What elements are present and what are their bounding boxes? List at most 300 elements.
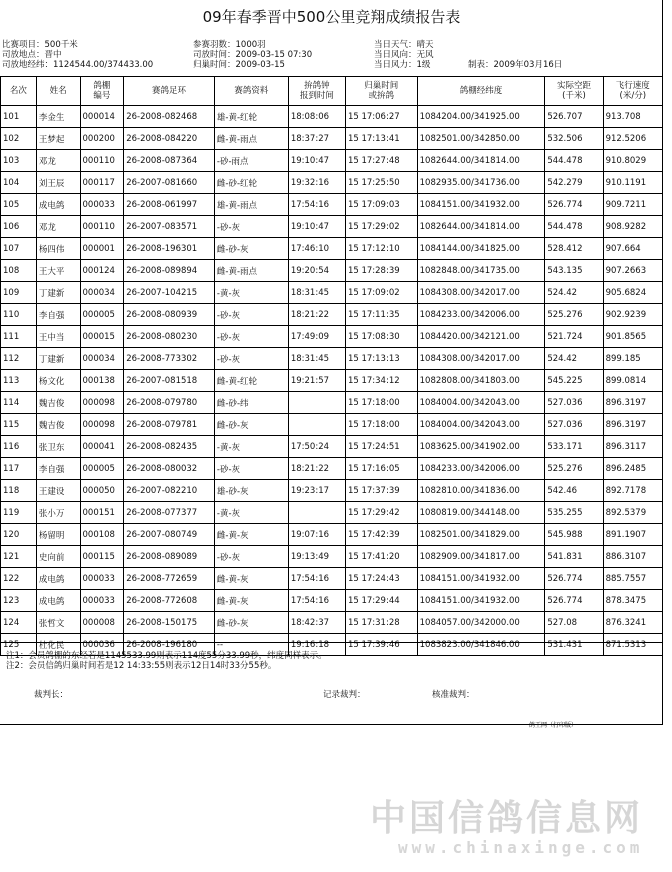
table-cell: 528.412 bbox=[545, 238, 603, 260]
table-cell: 15 17:29:44 bbox=[345, 590, 417, 612]
table-cell: 17:49:09 bbox=[288, 326, 345, 348]
table-cell: -砂-灰 bbox=[214, 216, 288, 238]
table-cell: 896.3197 bbox=[603, 392, 662, 414]
table-cell: 26-2007-081660 bbox=[124, 172, 215, 194]
table-cell: 000033 bbox=[80, 568, 124, 590]
table-cell: 121 bbox=[1, 546, 37, 568]
table-cell: 000001 bbox=[80, 238, 124, 260]
table-cell: 116 bbox=[1, 436, 37, 458]
table-cell: 000200 bbox=[80, 128, 124, 150]
table-cell: 杨四伟 bbox=[36, 238, 80, 260]
table-cell: 527.08 bbox=[545, 612, 603, 634]
table-cell: 886.3107 bbox=[603, 546, 662, 568]
table-cell: -- bbox=[214, 634, 288, 656]
table-cell: 000033 bbox=[80, 194, 124, 216]
column-header: 赛鸽足环 bbox=[124, 77, 215, 106]
table-cell: 543.135 bbox=[545, 260, 603, 282]
table-cell: 19:13:49 bbox=[288, 546, 345, 568]
table-cell: 15 17:37:39 bbox=[345, 480, 417, 502]
table-cell: 魏吉俊 bbox=[36, 414, 80, 436]
table-cell: 19:10:47 bbox=[288, 216, 345, 238]
table-cell: 26-2008-089089 bbox=[124, 546, 215, 568]
table-cell: 17:50:24 bbox=[288, 436, 345, 458]
race-info-middle bbox=[193, 40, 312, 70]
table-cell: 18:21:22 bbox=[288, 458, 345, 480]
table-cell: 1083625.00/341902.00 bbox=[417, 436, 545, 458]
table-cell: 18:31:45 bbox=[288, 348, 345, 370]
table-cell: 雌-黄-红轮 bbox=[214, 370, 288, 392]
table-cell: 1080819.00/344148.00 bbox=[417, 502, 545, 524]
table-cell: 15 17:41:20 bbox=[345, 546, 417, 568]
table-cell: 李金生 bbox=[36, 106, 80, 128]
table-cell: 杨留明 bbox=[36, 524, 80, 546]
table-cell: -砂-灰 bbox=[214, 458, 288, 480]
watermark-logo-text: 中国信鸽信息网 bbox=[370, 798, 644, 839]
table-row bbox=[1, 216, 663, 238]
table-cell: 1084308.00/342017.00 bbox=[417, 348, 545, 370]
table-cell: 117 bbox=[1, 458, 37, 480]
table-cell: 910.1191 bbox=[603, 172, 662, 194]
table-cell: 1084004.00/342043.00 bbox=[417, 392, 545, 414]
release-location: 司放地点：晋中 bbox=[2, 50, 62, 60]
table-cell: 1082909.00/341817.00 bbox=[417, 546, 545, 568]
table-cell: 115 bbox=[1, 414, 37, 436]
table-cell: 15 17:31:28 bbox=[345, 612, 417, 634]
table-row bbox=[1, 282, 663, 304]
table-cell: 112 bbox=[1, 348, 37, 370]
table-cell: 成电鸽 bbox=[36, 568, 80, 590]
table-cell: 雌-黄-灰 bbox=[214, 590, 288, 612]
table-cell: 18:42:37 bbox=[288, 612, 345, 634]
table-cell: 000050 bbox=[80, 480, 124, 502]
table-cell: 1084151.00/341932.00 bbox=[417, 194, 545, 216]
table-cell: 103 bbox=[1, 150, 37, 172]
table-header-row bbox=[1, 77, 663, 106]
table-cell: 000108 bbox=[80, 524, 124, 546]
table-cell: 000008 bbox=[80, 612, 124, 634]
table-row bbox=[1, 260, 663, 282]
table-cell bbox=[288, 414, 345, 436]
table-row bbox=[1, 524, 663, 546]
table-cell: 885.7557 bbox=[603, 568, 662, 590]
table-row bbox=[1, 150, 663, 172]
table-cell: 000151 bbox=[80, 502, 124, 524]
table-cell: 545.225 bbox=[545, 370, 603, 392]
table-row bbox=[1, 172, 663, 194]
record-referee-label: 记录裁判： bbox=[323, 690, 366, 700]
table-cell: 526.774 bbox=[545, 194, 603, 216]
table-cell: 17:54:16 bbox=[288, 194, 345, 216]
approval-referee-label: 核准裁判： bbox=[432, 690, 475, 700]
table-cell: 26-2007-083571 bbox=[124, 216, 215, 238]
table-cell: 26-2008-080230 bbox=[124, 326, 215, 348]
table-cell: 104 bbox=[1, 172, 37, 194]
table-cell: 524.42 bbox=[545, 348, 603, 370]
table-cell: 雌-黄-雨点 bbox=[214, 128, 288, 150]
chief-referee-label: 裁判长： bbox=[34, 690, 69, 700]
table-row bbox=[1, 238, 663, 260]
table-cell: 000005 bbox=[80, 458, 124, 480]
table-cell: 000138 bbox=[80, 370, 124, 392]
table-cell: 1083823.00/341846.00 bbox=[417, 634, 545, 656]
table-cell: 114 bbox=[1, 392, 37, 414]
table-cell: 899.0814 bbox=[603, 370, 662, 392]
table-cell: 000033 bbox=[80, 590, 124, 612]
table-cell: 17:46:10 bbox=[288, 238, 345, 260]
table-cell: 1084204.00/341925.00 bbox=[417, 106, 545, 128]
table-cell: 张小万 bbox=[36, 502, 80, 524]
table-cell: 26-2007-104215 bbox=[124, 282, 215, 304]
table-cell: 1084420.00/342121.00 bbox=[417, 326, 545, 348]
table-body bbox=[1, 106, 663, 656]
table-cell: 124 bbox=[1, 612, 37, 634]
table-cell: 119 bbox=[1, 502, 37, 524]
column-header: 归巢时间 或拚鸽 bbox=[345, 77, 417, 106]
table-cell: 19:16:18 bbox=[288, 634, 345, 656]
table-cell: -砂-灰 bbox=[214, 326, 288, 348]
table-cell: 908.9282 bbox=[603, 216, 662, 238]
table-cell: 15 17:39:46 bbox=[345, 634, 417, 656]
table-cell: 杜化民 bbox=[36, 634, 80, 656]
table-cell: 000014 bbox=[80, 106, 124, 128]
release-coordinates: 司放地经纬：1124544.00/374433.00 bbox=[2, 60, 154, 70]
table-cell: 910.8029 bbox=[603, 150, 662, 172]
table-cell: 000098 bbox=[80, 414, 124, 436]
table-cell: 15 17:13:13 bbox=[345, 348, 417, 370]
table-cell: 1084004.00/342043.00 bbox=[417, 414, 545, 436]
table-cell: 524.42 bbox=[545, 282, 603, 304]
table-cell: 15 17:29:02 bbox=[345, 216, 417, 238]
table-cell: 907.664 bbox=[603, 238, 662, 260]
table-cell: 史向前 bbox=[36, 546, 80, 568]
release-time: 司放时间：2009-03-15 07:30 bbox=[193, 50, 313, 60]
table-cell: 527.036 bbox=[545, 392, 603, 414]
table-cell: 1084233.00/342006.00 bbox=[417, 458, 545, 480]
table-cell: 李自强 bbox=[36, 304, 80, 326]
table-cell: 1082848.00/341735.00 bbox=[417, 260, 545, 282]
table-cell: 122 bbox=[1, 568, 37, 590]
table-cell: 18:31:45 bbox=[288, 282, 345, 304]
table-cell: 1084233.00/342006.00 bbox=[417, 304, 545, 326]
table-cell: 19:20:54 bbox=[288, 260, 345, 282]
report-title: 09年春季晋中500公里竞翔成绩报告表 bbox=[202, 8, 461, 26]
table-cell: 26-2007-082210 bbox=[124, 480, 215, 502]
table-cell: 15 17:16:05 bbox=[345, 458, 417, 480]
table-row bbox=[1, 128, 663, 150]
table-cell: 26-2008-077377 bbox=[124, 502, 215, 524]
table-cell: 876.3241 bbox=[603, 612, 662, 634]
table-cell: 雄-砂-灰 bbox=[214, 480, 288, 502]
table-row bbox=[1, 546, 663, 568]
table-cell: 891.1907 bbox=[603, 524, 662, 546]
table-cell: 15 17:28:39 bbox=[345, 260, 417, 282]
table-cell: 王大平 bbox=[36, 260, 80, 282]
table-cell: 15 17:11:35 bbox=[345, 304, 417, 326]
table-row bbox=[1, 194, 663, 216]
table-cell: 1082501.00/342850.00 bbox=[417, 128, 545, 150]
table-cell: -砂-灰 bbox=[214, 546, 288, 568]
table-cell: 17:54:16 bbox=[288, 568, 345, 590]
table-cell: 19:07:16 bbox=[288, 524, 345, 546]
table-cell bbox=[288, 502, 345, 524]
table-cell: 526.774 bbox=[545, 568, 603, 590]
table-cell: 878.3475 bbox=[603, 590, 662, 612]
table-cell: 26-2008-089894 bbox=[124, 260, 215, 282]
table-cell: 刘王辰 bbox=[36, 172, 80, 194]
table-cell: 000034 bbox=[80, 282, 124, 304]
table-cell: 1082644.00/341814.00 bbox=[417, 150, 545, 172]
table-row bbox=[1, 304, 663, 326]
table-cell: 542.46 bbox=[545, 480, 603, 502]
table-cell: 000110 bbox=[80, 150, 124, 172]
table-cell: 1082810.00/341836.00 bbox=[417, 480, 545, 502]
race-info-left bbox=[2, 40, 153, 70]
table-cell: 雌-砂-灰 bbox=[214, 414, 288, 436]
table-cell: 26-2007-081518 bbox=[124, 370, 215, 392]
table-cell: 丁建新 bbox=[36, 282, 80, 304]
table-row bbox=[1, 612, 663, 634]
table-cell: -黄-灰 bbox=[214, 282, 288, 304]
table-cell: 26-2008-773302 bbox=[124, 348, 215, 370]
table-cell: 26-2008-080939 bbox=[124, 304, 215, 326]
note-1: 注1：会员鸽棚的东经若是1145533.99则表示114度55分33.99秒，纬度同样表示。 bbox=[6, 651, 327, 661]
table-cell: 15 17:18:00 bbox=[345, 414, 417, 436]
table-cell: 雌-砂-纬 bbox=[214, 392, 288, 414]
table-cell: 1082808.00/341803.00 bbox=[417, 370, 545, 392]
table-cell: 26-2008-772608 bbox=[124, 590, 215, 612]
table-cell: 913.708 bbox=[603, 106, 662, 128]
table-cell: 15 17:13:41 bbox=[345, 128, 417, 150]
table-cell: 000110 bbox=[80, 216, 124, 238]
table-cell: 905.6824 bbox=[603, 282, 662, 304]
table-cell: 123 bbox=[1, 590, 37, 612]
table-cell: 120 bbox=[1, 524, 37, 546]
table-cell: 15 17:09:03 bbox=[345, 194, 417, 216]
table-cell: 532.506 bbox=[545, 128, 603, 150]
table-row bbox=[1, 436, 663, 458]
column-header: 鸽棚 编号 bbox=[80, 77, 124, 106]
race-item: 比赛项目：500千米 bbox=[2, 40, 78, 50]
table-cell: 邓龙 bbox=[36, 150, 80, 172]
table-cell: 544.478 bbox=[545, 150, 603, 172]
table-cell: 雌-黄-雨点 bbox=[214, 260, 288, 282]
table-cell: 000117 bbox=[80, 172, 124, 194]
table-cell: 1084308.00/342017.00 bbox=[417, 282, 545, 304]
column-header: 赛鸽资料 bbox=[214, 77, 288, 106]
table-cell: 108 bbox=[1, 260, 37, 282]
table-cell: 15 17:24:51 bbox=[345, 436, 417, 458]
table-cell: 19:21:57 bbox=[288, 370, 345, 392]
table-cell: 111 bbox=[1, 326, 37, 348]
table-row bbox=[1, 326, 663, 348]
table-cell: 王中当 bbox=[36, 326, 80, 348]
table-cell: 15 17:25:50 bbox=[345, 172, 417, 194]
table-cell: 527.036 bbox=[545, 414, 603, 436]
table-cell: 26-2008-196301 bbox=[124, 238, 215, 260]
table-row bbox=[1, 370, 663, 392]
note-2: 注2：会员信鸽归巢时间若是12 14:33:55则表示12日14时33分55秒。 bbox=[6, 661, 277, 671]
table-row bbox=[1, 590, 663, 612]
table-cell: 李自强 bbox=[36, 458, 80, 480]
table-cell: 18:21:22 bbox=[288, 304, 345, 326]
table-cell: 26-2008-082468 bbox=[124, 106, 215, 128]
table-cell: 成电鸽 bbox=[36, 194, 80, 216]
table-cell: 901.8565 bbox=[603, 326, 662, 348]
table-cell: 15 17:42:39 bbox=[345, 524, 417, 546]
table-cell: 26-2008-087364 bbox=[124, 150, 215, 172]
table-cell: -砂-雨点 bbox=[214, 150, 288, 172]
table-cell: 545.988 bbox=[545, 524, 603, 546]
notes-section bbox=[0, 642, 663, 729]
table-cell: 26-2008-080032 bbox=[124, 458, 215, 480]
table-cell: 26-2008-772659 bbox=[124, 568, 215, 590]
table-cell: 1084151.00/341932.00 bbox=[417, 590, 545, 612]
table-cell: 526.707 bbox=[545, 106, 603, 128]
table-cell: 000005 bbox=[80, 304, 124, 326]
table-cell: 896.3117 bbox=[603, 436, 662, 458]
table-cell: 902.9239 bbox=[603, 304, 662, 326]
table-cell: 1082501.00/341829.00 bbox=[417, 524, 545, 546]
table-cell: 101 bbox=[1, 106, 37, 128]
table-cell: 109 bbox=[1, 282, 37, 304]
table-row bbox=[1, 568, 663, 590]
table-cell: 525.276 bbox=[545, 304, 603, 326]
table-row bbox=[1, 458, 663, 480]
table-cell: 000124 bbox=[80, 260, 124, 282]
table-cell: 542.279 bbox=[545, 172, 603, 194]
small-print: 鸽王网（打印版） bbox=[528, 722, 577, 729]
table-cell: 丁建新 bbox=[36, 348, 80, 370]
table-cell: -砂-灰 bbox=[214, 348, 288, 370]
table-cell: 15 17:08:30 bbox=[345, 326, 417, 348]
table-cell: 892.7178 bbox=[603, 480, 662, 502]
table-cell: 113 bbox=[1, 370, 37, 392]
table-cell: 17:54:16 bbox=[288, 590, 345, 612]
wind-force: 当日风力：1级 bbox=[374, 60, 431, 70]
table-cell: 26-2008-061997 bbox=[124, 194, 215, 216]
table-cell: 雌-砂-红轮 bbox=[214, 172, 288, 194]
table-cell: 张卫东 bbox=[36, 436, 80, 458]
table-cell: 19:10:47 bbox=[288, 150, 345, 172]
table-cell: 871.5313 bbox=[603, 634, 662, 656]
table-cell: 15 17:09:02 bbox=[345, 282, 417, 304]
wind-direction: 当日风向：无风 bbox=[374, 50, 434, 60]
table-cell: 899.185 bbox=[603, 348, 662, 370]
table-cell: 521.724 bbox=[545, 326, 603, 348]
table-cell: 1084144.00/341825.00 bbox=[417, 238, 545, 260]
table-cell: 000036 bbox=[80, 634, 124, 656]
table-cell: 18:37:27 bbox=[288, 128, 345, 150]
table-cell: 892.5379 bbox=[603, 502, 662, 524]
table-cell: 000015 bbox=[80, 326, 124, 348]
table-row bbox=[1, 414, 663, 436]
race-info-right bbox=[374, 40, 434, 70]
table-row bbox=[1, 348, 663, 370]
column-header: 姓名 bbox=[36, 77, 80, 106]
made-date: 制表：2009年03月16日 bbox=[468, 60, 563, 70]
table-cell: 杨文化 bbox=[36, 370, 80, 392]
table-cell: 15 17:34:12 bbox=[345, 370, 417, 392]
table-cell: 1084057.00/342000.00 bbox=[417, 612, 545, 634]
table-cell: 105 bbox=[1, 194, 37, 216]
table-cell: 成电鸽 bbox=[36, 590, 80, 612]
table-cell: 26-2007-080749 bbox=[124, 524, 215, 546]
table-cell: 26-2008-196180 bbox=[124, 634, 215, 656]
column-header: 拚鸽钟 报到时间 bbox=[288, 77, 345, 106]
table-cell: 26-2008-082435 bbox=[124, 436, 215, 458]
table-cell: 907.2663 bbox=[603, 260, 662, 282]
table-cell: 15 17:29:42 bbox=[345, 502, 417, 524]
table-cell: 26-2008-150175 bbox=[124, 612, 215, 634]
weather: 当日天气：晴天 bbox=[374, 40, 434, 50]
table-cell: 000041 bbox=[80, 436, 124, 458]
table-cell: 26-2008-084220 bbox=[124, 128, 215, 150]
table-cell: 110 bbox=[1, 304, 37, 326]
table-cell: 19:23:17 bbox=[288, 480, 345, 502]
table-cell: 525.276 bbox=[545, 458, 603, 480]
table-cell: 雌-砂-灰 bbox=[214, 612, 288, 634]
table-cell: 雌-黄-灰 bbox=[214, 568, 288, 590]
table-cell: 107 bbox=[1, 238, 37, 260]
table-cell: 王梦起 bbox=[36, 128, 80, 150]
table-row bbox=[1, 392, 663, 414]
table-cell: 雄-黄-红轮 bbox=[214, 106, 288, 128]
table-cell: 544.478 bbox=[545, 216, 603, 238]
table-cell: 邓龙 bbox=[36, 216, 80, 238]
table-cell: 102 bbox=[1, 128, 37, 150]
results-table bbox=[0, 76, 663, 656]
table-cell: 雄-黄-雨点 bbox=[214, 194, 288, 216]
table-cell: 雌-黄-灰 bbox=[214, 524, 288, 546]
table-cell: 26-2008-079781 bbox=[124, 414, 215, 436]
watermark-url: www.chinaxinge.com bbox=[398, 838, 644, 857]
table-cell: 909.7211 bbox=[603, 194, 662, 216]
table-cell: 15 17:24:43 bbox=[345, 568, 417, 590]
entry-count: 参赛羽数：1000羽 bbox=[193, 40, 266, 50]
table-cell: 125 bbox=[1, 634, 37, 656]
table-cell: 535.255 bbox=[545, 502, 603, 524]
table-cell: 000115 bbox=[80, 546, 124, 568]
table-cell: 26-2008-079780 bbox=[124, 392, 215, 414]
table-row bbox=[1, 480, 663, 502]
column-header: 实际空距 (千米) bbox=[545, 77, 603, 106]
table-cell: 106 bbox=[1, 216, 37, 238]
table-cell: -黄-灰 bbox=[214, 502, 288, 524]
table-cell: 541.831 bbox=[545, 546, 603, 568]
column-header: 飞行速度 (米/分) bbox=[603, 77, 662, 106]
table-cell: 魏吉俊 bbox=[36, 392, 80, 414]
return-date: 归巢时间：2009-03-15 bbox=[193, 60, 285, 70]
table-cell: -黄-灰 bbox=[214, 436, 288, 458]
column-header: 鸽棚经纬度 bbox=[417, 77, 545, 106]
column-header: 名次 bbox=[1, 77, 37, 106]
table-cell: 15 17:18:00 bbox=[345, 392, 417, 414]
table-cell: 1084151.00/341932.00 bbox=[417, 568, 545, 590]
table-cell: 000098 bbox=[80, 392, 124, 414]
table-cell: 雌-砂-灰 bbox=[214, 238, 288, 260]
table-cell: 18:08:06 bbox=[288, 106, 345, 128]
table-cell: 531.431 bbox=[545, 634, 603, 656]
table-cell: 912.5206 bbox=[603, 128, 662, 150]
table-cell: 118 bbox=[1, 480, 37, 502]
table-cell: 15 17:06:27 bbox=[345, 106, 417, 128]
table-cell: 王建设 bbox=[36, 480, 80, 502]
table-cell: -砂-灰 bbox=[214, 304, 288, 326]
table-cell: 1082935.00/341736.00 bbox=[417, 172, 545, 194]
table-cell: 1082644.00/341814.00 bbox=[417, 216, 545, 238]
table-row bbox=[1, 106, 663, 128]
table-cell: 15 17:27:48 bbox=[345, 150, 417, 172]
